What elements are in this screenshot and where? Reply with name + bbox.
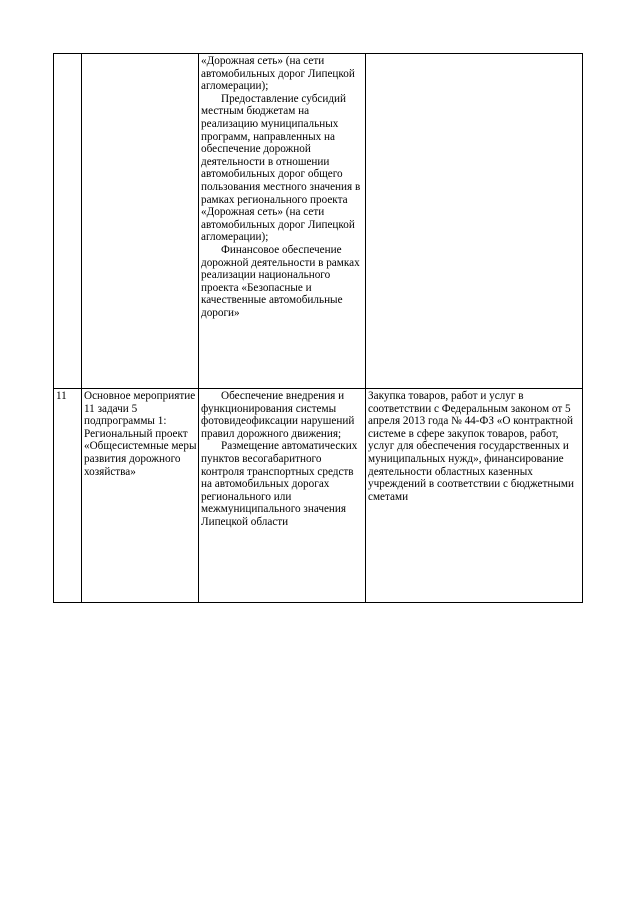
content-paragraph: «Дорожная сеть» (на сети автомобильных дорог Липецкой агломерации); — [201, 55, 355, 93]
row-number-cell: 11 — [54, 389, 82, 603]
activity-cell: Основное мероприятие 11 задачи 5 подпрограммы 1: Региональный проект «Общесистемные меры развития дорожного хозяйства» — [82, 389, 199, 603]
activities-table — [53, 53, 583, 603]
content-cell — [199, 54, 366, 389]
mechanism-cell — [366, 54, 583, 389]
content-paragraph: Обеспечение внедрения и функционирования системы фотовидеофиксации нарушений правил дорожного движения; — [201, 390, 355, 440]
content-cell — [199, 389, 366, 603]
table-row — [54, 389, 583, 603]
row-number-cell — [54, 54, 82, 389]
mechanism-cell: Закупка товаров, работ и услуг в соответствии с Федеральным законом от 5 апреля 2013 года № 44-ФЗ «О контрактной системе в сфере закупок товаров, работ, услуг для обеспечения государственных и муниципальных нужд», финансирование деятельности областных казенных учреждений в соответствии с бюджетными сметами — [366, 389, 583, 603]
table-row — [54, 54, 583, 389]
activity-cell — [82, 54, 199, 389]
content-paragraph: Финансовое обеспечение дорожной деятельности в рамках реализации национального проекта «Безопасные и качественные автомобильные дороги» — [201, 243, 360, 319]
content-paragraph: Предоставление субсидий местным бюджетам на реализацию муниципальных программ, направленных на обеспечение дорожной деятельности в отношении автомобильных дорог общего пользования местного значения в рамках регионального проекта «Дорожная сеть» (на сети автомобильных дорог Липецкой агломерации); — [201, 92, 361, 244]
content-paragraph: Размещение автоматических пунктов весогабаритного контроля транспортных средств на автомобильных дорогах регионального или межмуниципального значения Липецкой области — [201, 440, 358, 528]
